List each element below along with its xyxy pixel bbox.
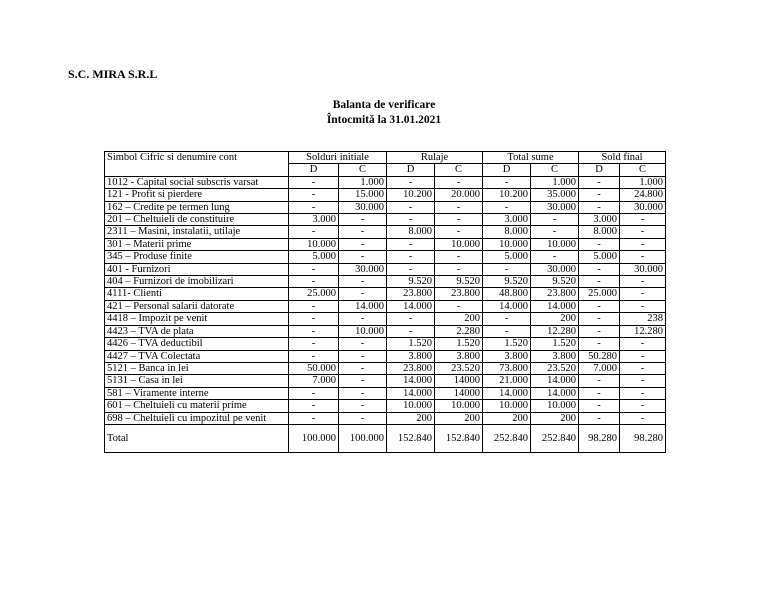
value-cell: 3.800 xyxy=(531,350,579,362)
value-cell: 1.520 xyxy=(387,338,435,350)
value-cell: 8.000 xyxy=(483,226,531,238)
value-cell: - xyxy=(387,214,435,226)
account-name-cell: 162 – Credite pe termen lung xyxy=(105,201,289,213)
value-cell: 7.000 xyxy=(289,375,339,387)
value-cell: - xyxy=(289,325,339,337)
value-cell: - xyxy=(531,214,579,226)
total-value-cell: 98.280 xyxy=(620,424,666,452)
value-cell: - xyxy=(289,176,339,188)
table-row xyxy=(105,201,666,213)
value-cell: - xyxy=(289,313,339,325)
group-header-rulaje: Rulaje xyxy=(387,152,483,164)
value-cell: - xyxy=(435,226,483,238)
value-cell: - xyxy=(435,176,483,188)
value-cell: 1.000 xyxy=(531,176,579,188)
value-cell: - xyxy=(339,251,387,263)
value-cell: - xyxy=(289,400,339,412)
table-row xyxy=(105,362,666,374)
value-cell: 10.000 xyxy=(531,238,579,250)
value-cell: - xyxy=(579,300,620,312)
table-row xyxy=(105,350,666,362)
group-header-sold-final: Sold final xyxy=(579,152,666,164)
value-cell: - xyxy=(339,412,387,424)
value-cell: - xyxy=(289,412,339,424)
value-cell: - xyxy=(289,338,339,350)
value-cell: - xyxy=(339,400,387,412)
document-subtitle: Întocmită la 31.01.2021 xyxy=(326,114,442,126)
total-value-cell: 98.280 xyxy=(579,424,620,452)
value-cell: 2.280 xyxy=(435,325,483,337)
account-name-cell: 5131 – Casa in lei xyxy=(105,375,289,387)
table-row xyxy=(105,387,666,399)
value-cell: - xyxy=(620,238,666,250)
value-cell: 23.520 xyxy=(531,362,579,374)
account-name-cell: 601 – Cheltuieli cu materii prime xyxy=(105,400,289,412)
table-row xyxy=(105,325,666,337)
value-cell: 200 xyxy=(435,313,483,325)
value-cell: 200 xyxy=(531,313,579,325)
value-cell: - xyxy=(387,176,435,188)
value-cell: - xyxy=(579,176,620,188)
sub-header: D xyxy=(387,164,435,176)
table-row xyxy=(105,412,666,424)
value-cell: 238 xyxy=(620,313,666,325)
value-cell: 25.000 xyxy=(289,288,339,300)
value-cell: - xyxy=(339,238,387,250)
value-cell: 9.520 xyxy=(435,276,483,288)
value-cell: 10.200 xyxy=(483,189,531,201)
table-row xyxy=(105,400,666,412)
value-cell: 25.000 xyxy=(579,288,620,300)
table-row xyxy=(105,238,666,250)
value-cell: - xyxy=(339,375,387,387)
value-cell: - xyxy=(620,387,666,399)
account-name-cell: 698 – Cheltuieli cu impozitul pe venit xyxy=(105,412,289,424)
table-row xyxy=(105,276,666,288)
value-cell: 12.280 xyxy=(531,325,579,337)
account-name-cell: 4426 – TVA deductibil xyxy=(105,338,289,350)
value-cell: 10.000 xyxy=(387,400,435,412)
value-cell: - xyxy=(531,251,579,263)
value-cell: - xyxy=(579,276,620,288)
total-label-cell: Total xyxy=(105,424,289,452)
value-cell: 200 xyxy=(483,412,531,424)
value-cell: - xyxy=(339,362,387,374)
table-row xyxy=(105,176,666,188)
total-row xyxy=(105,424,666,452)
total-value-cell: 252.840 xyxy=(483,424,531,452)
value-cell: 1.520 xyxy=(483,338,531,350)
value-cell: 23.800 xyxy=(435,288,483,300)
value-cell: - xyxy=(620,400,666,412)
value-cell: 48.800 xyxy=(483,288,531,300)
value-cell: - xyxy=(289,226,339,238)
value-cell: 8.000 xyxy=(387,226,435,238)
value-cell: 200 xyxy=(387,412,435,424)
sub-header: C xyxy=(620,164,666,176)
account-name-cell: 4427 – TVA Colectata xyxy=(105,350,289,362)
value-cell: 14.000 xyxy=(483,387,531,399)
value-cell: 14.000 xyxy=(531,375,579,387)
total-value-cell: 100.000 xyxy=(289,424,339,452)
value-cell: - xyxy=(289,300,339,312)
value-cell: 9.520 xyxy=(531,276,579,288)
value-cell: 9.520 xyxy=(483,276,531,288)
value-cell: 10.000 xyxy=(339,325,387,337)
value-cell: - xyxy=(579,201,620,213)
value-cell: 14000 xyxy=(435,387,483,399)
value-cell: - xyxy=(579,313,620,325)
value-cell: - xyxy=(483,313,531,325)
value-cell: 14.000 xyxy=(387,387,435,399)
header-row-groups xyxy=(105,152,666,164)
value-cell: 10.000 xyxy=(483,400,531,412)
value-cell: 14.000 xyxy=(387,300,435,312)
value-cell: - xyxy=(620,338,666,350)
value-cell: - xyxy=(483,325,531,337)
value-cell: 3.000 xyxy=(579,214,620,226)
account-name-cell: 201 – Cheltuieli de constituire xyxy=(105,214,289,226)
sub-header: D xyxy=(483,164,531,176)
value-cell: 3.800 xyxy=(483,350,531,362)
value-cell: 14.000 xyxy=(387,375,435,387)
value-cell: 7.000 xyxy=(579,362,620,374)
total-value-cell: 152.840 xyxy=(435,424,483,452)
value-cell: 35.000 xyxy=(531,189,579,201)
value-cell: - xyxy=(579,375,620,387)
value-cell: - xyxy=(339,226,387,238)
sub-header: C xyxy=(531,164,579,176)
value-cell: 20.000 xyxy=(435,189,483,201)
value-cell: 10.000 xyxy=(483,238,531,250)
table-row xyxy=(105,251,666,263)
value-cell: 30.000 xyxy=(339,263,387,275)
value-cell: - xyxy=(339,313,387,325)
value-cell: - xyxy=(435,201,483,213)
value-cell: - xyxy=(339,288,387,300)
value-cell: 9.520 xyxy=(387,276,435,288)
value-cell: 10.000 xyxy=(435,238,483,250)
document-title: Balanta de verificare xyxy=(332,99,436,111)
value-cell: - xyxy=(435,263,483,275)
table-row xyxy=(105,226,666,238)
value-cell: - xyxy=(435,300,483,312)
total-value-cell: 100.000 xyxy=(339,424,387,452)
value-cell: - xyxy=(289,201,339,213)
value-cell: - xyxy=(387,325,435,337)
value-cell: - xyxy=(435,251,483,263)
value-cell: 21.000 xyxy=(483,375,531,387)
value-cell: 10.200 xyxy=(387,189,435,201)
table-row xyxy=(105,300,666,312)
group-header-solduri-initiale: Solduri initiale xyxy=(289,152,387,164)
value-cell: 10.000 xyxy=(531,400,579,412)
value-cell: 30.000 xyxy=(620,201,666,213)
value-cell: 14.000 xyxy=(483,300,531,312)
value-cell: 10.000 xyxy=(289,238,339,250)
value-cell: 23.520 xyxy=(435,362,483,374)
value-cell: 1.000 xyxy=(339,176,387,188)
value-cell: 14.000 xyxy=(339,300,387,312)
value-cell: 3.800 xyxy=(435,350,483,362)
value-cell: - xyxy=(620,288,666,300)
value-cell: - xyxy=(620,362,666,374)
value-cell: 14000 xyxy=(435,375,483,387)
account-name-cell: 1012 - Capital social subscris varsat xyxy=(105,176,289,188)
value-cell: 50.280 xyxy=(579,350,620,362)
table-row xyxy=(105,214,666,226)
value-cell: - xyxy=(483,176,531,188)
table-body xyxy=(105,176,666,452)
value-cell: - xyxy=(339,387,387,399)
value-cell: 23.800 xyxy=(531,288,579,300)
account-name-cell: 345 – Produse finite xyxy=(105,251,289,263)
value-cell: - xyxy=(339,350,387,362)
value-cell: 14.000 xyxy=(531,300,579,312)
value-cell: - xyxy=(289,263,339,275)
value-cell: - xyxy=(339,276,387,288)
trial-balance-table xyxy=(104,151,666,453)
total-value-cell: 152.840 xyxy=(387,424,435,452)
table-row xyxy=(105,313,666,325)
sub-header: C xyxy=(339,164,387,176)
value-cell: 5.000 xyxy=(483,251,531,263)
sub-header: C xyxy=(435,164,483,176)
group-header-total-sume: Total sume xyxy=(483,152,579,164)
table-row xyxy=(105,263,666,275)
value-cell: - xyxy=(620,251,666,263)
value-cell: 200 xyxy=(531,412,579,424)
value-cell: 50.000 xyxy=(289,362,339,374)
value-cell: 1.000 xyxy=(620,176,666,188)
value-cell: 1.520 xyxy=(435,338,483,350)
value-cell: - xyxy=(435,214,483,226)
account-name-cell: 121 - Profit si pierdere xyxy=(105,189,289,201)
value-cell: - xyxy=(483,263,531,275)
table-row xyxy=(105,338,666,350)
value-cell: 8.000 xyxy=(579,226,620,238)
account-name-cell: 4418 – Impozit pe venit xyxy=(105,313,289,325)
value-cell: 23.800 xyxy=(387,288,435,300)
account-name-cell: 301 – Materii prime xyxy=(105,238,289,250)
account-name-cell: 5121 – Banca in lei xyxy=(105,362,289,374)
value-cell: - xyxy=(483,201,531,213)
value-cell: - xyxy=(620,350,666,362)
value-cell: 23.800 xyxy=(387,362,435,374)
value-cell: - xyxy=(579,338,620,350)
value-cell: - xyxy=(339,338,387,350)
account-name-cell: 421 – Personal salarii datorate xyxy=(105,300,289,312)
value-cell: - xyxy=(579,412,620,424)
value-cell: - xyxy=(339,214,387,226)
value-cell: - xyxy=(289,387,339,399)
value-cell: - xyxy=(579,189,620,201)
value-cell: - xyxy=(579,238,620,250)
account-name-cell: 401 - Furnizori xyxy=(105,263,289,275)
value-cell: 3.000 xyxy=(483,214,531,226)
value-cell: 200 xyxy=(435,412,483,424)
value-cell: 3.000 xyxy=(289,214,339,226)
value-cell: - xyxy=(620,214,666,226)
value-cell: - xyxy=(620,226,666,238)
value-cell: 30.000 xyxy=(620,263,666,275)
value-cell: 5.000 xyxy=(579,251,620,263)
value-cell: 14.000 xyxy=(531,387,579,399)
account-name-cell: 4423 – TVA de plata xyxy=(105,325,289,337)
value-cell: - xyxy=(289,350,339,362)
value-cell: - xyxy=(620,300,666,312)
value-cell: - xyxy=(531,226,579,238)
value-cell: 3.800 xyxy=(387,350,435,362)
account-name-cell: 4111- Clienti xyxy=(105,288,289,300)
value-cell: - xyxy=(387,238,435,250)
value-cell: - xyxy=(387,313,435,325)
value-cell: - xyxy=(387,263,435,275)
value-cell: - xyxy=(387,251,435,263)
total-value-cell: 252.840 xyxy=(531,424,579,452)
value-cell: 24.800 xyxy=(620,189,666,201)
value-cell: - xyxy=(579,325,620,337)
table-row xyxy=(105,375,666,387)
account-name-cell: 404 – Furnizori de imobilizari xyxy=(105,276,289,288)
value-cell: 1.520 xyxy=(531,338,579,350)
value-cell: 10.000 xyxy=(435,400,483,412)
table-row xyxy=(105,189,666,201)
value-cell: - xyxy=(579,400,620,412)
company-name: S.C. MIRA S.R.L xyxy=(68,67,158,81)
value-cell: 30.000 xyxy=(531,263,579,275)
value-cell: - xyxy=(289,276,339,288)
value-cell: - xyxy=(620,412,666,424)
table-row xyxy=(105,288,666,300)
value-cell: 15.000 xyxy=(339,189,387,201)
value-cell: - xyxy=(579,263,620,275)
value-cell: 73.800 xyxy=(483,362,531,374)
value-cell: 12.280 xyxy=(620,325,666,337)
value-cell: 5.000 xyxy=(289,251,339,263)
value-cell: 30.000 xyxy=(339,201,387,213)
sub-header: D xyxy=(289,164,339,176)
value-cell: 30.000 xyxy=(531,201,579,213)
value-cell: - xyxy=(289,189,339,201)
value-cell: - xyxy=(387,201,435,213)
account-name-cell: 2311 – Masini, instalatii, utilaje xyxy=(105,226,289,238)
account-header: Simbol Cifric si denumire cont xyxy=(105,152,289,177)
sub-header: D xyxy=(579,164,620,176)
value-cell: - xyxy=(620,276,666,288)
account-name-cell: 581 – Viramente interne xyxy=(105,387,289,399)
value-cell: - xyxy=(579,387,620,399)
value-cell: - xyxy=(620,375,666,387)
